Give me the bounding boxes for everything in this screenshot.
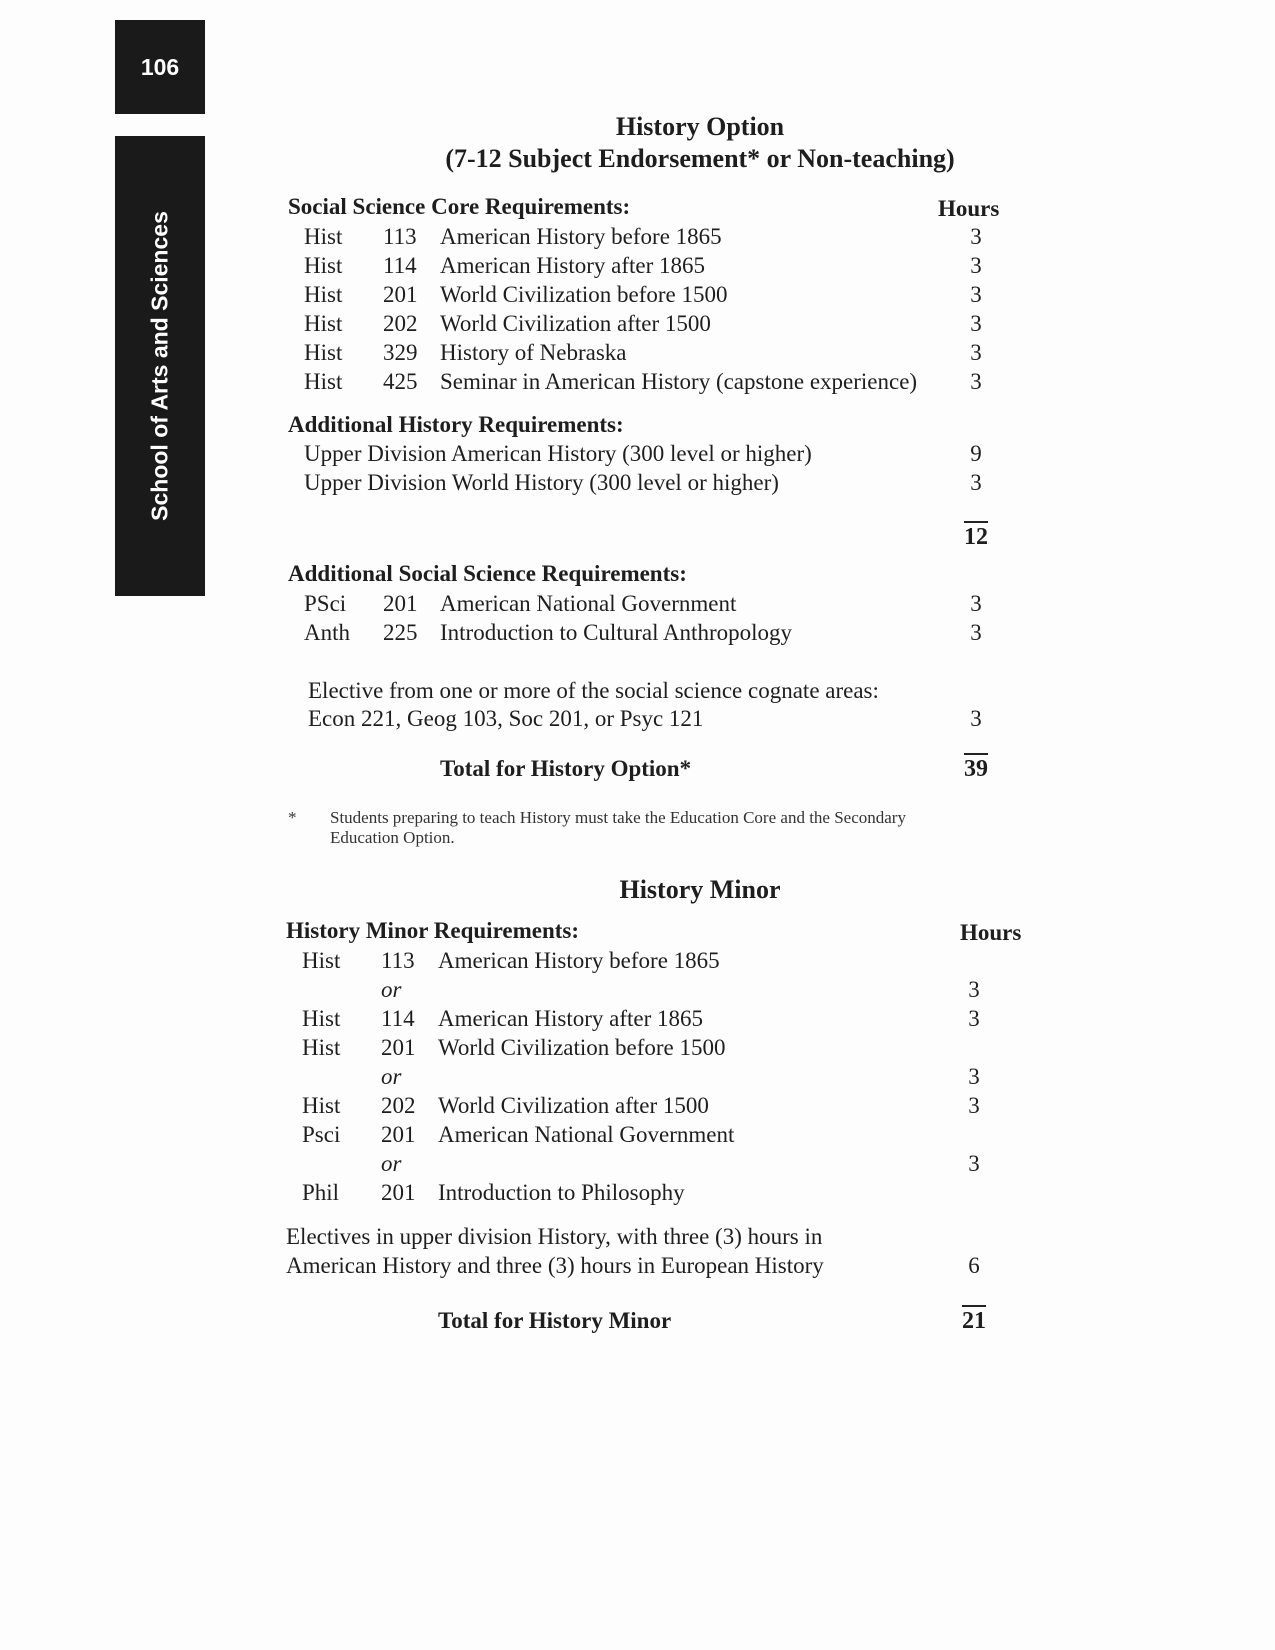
course-title: World Civilization before 1500 [440, 282, 728, 307]
core-course-row [0, 253, 1275, 283]
core-heading: Social Science Core Requirements: [288, 194, 631, 219]
course-title: American History after 1865 [440, 253, 706, 278]
course-hours: 3 [970, 224, 982, 249]
course-hours: 3 [968, 1093, 980, 1118]
course-dept: Hist [304, 282, 343, 307]
course-hours: 3 [970, 282, 982, 307]
core-course-row [0, 311, 1275, 341]
course-hours: 3 [970, 591, 982, 616]
page-number-tab [115, 20, 205, 114]
course-dept: Hist [302, 1035, 341, 1060]
minor-course-row [0, 1151, 1275, 1181]
core-course-row [0, 369, 1275, 399]
course-number: 201 [383, 591, 418, 616]
course-hours: 3 [970, 311, 982, 336]
requirement-title: Upper Division World History (300 level or higher) [304, 470, 779, 495]
option-total-hours: 39 [946, 756, 1006, 783]
minor-course-row [0, 1035, 1275, 1065]
course-number: 201 [381, 1122, 416, 1147]
requirement-hours: 3 [970, 470, 982, 495]
core-hours-heading: Hours [938, 196, 1000, 221]
core-course-row [0, 340, 1275, 370]
minor-total-hours: 21 [944, 1308, 1004, 1335]
course-dept: Hist [304, 369, 343, 394]
minor-hours-heading: Hours [960, 920, 1022, 945]
additional-social-row [0, 591, 1275, 621]
footnote-mark: * [288, 808, 297, 827]
elective-line-1: Elective from one or more of the social science cognate areas: [308, 678, 879, 703]
course-title: World Civilization after 1500 [440, 311, 711, 336]
minor-heading: History Minor Requirements: [286, 918, 580, 943]
minor-course-row [0, 1006, 1275, 1036]
course-dept: Hist [302, 1006, 341, 1031]
elective-hours: 3 [970, 706, 982, 731]
additional-social-row [0, 620, 1275, 650]
requirement-hours: 9 [970, 441, 982, 466]
course-dept: Hist [304, 311, 343, 336]
course-number: 201 [381, 1180, 416, 1205]
course-title: Introduction to Cultural Anthropology [440, 620, 792, 645]
additional-social-heading: Additional Social Science Requirements: [288, 561, 687, 586]
or-connector: or [381, 977, 402, 1002]
course-number: 113 [381, 948, 415, 973]
minor-course-row [0, 1180, 1275, 1210]
minor-electives-line-1: Electives in upper division History, with three (3) hours in [286, 1224, 823, 1249]
course-dept: Hist [302, 948, 341, 973]
course-hours: 3 [968, 977, 980, 1002]
elective-line-2: Econ 221, Geog 103, Soc 201, or Psyc 121 [308, 706, 704, 731]
requirement-title: Upper Division American History (300 level or higher) [304, 441, 812, 466]
course-number: 202 [381, 1093, 416, 1118]
course-title: American History before 1865 [438, 948, 720, 973]
course-title: American History after 1865 [438, 1006, 704, 1031]
course-title: World Civilization before 1500 [438, 1035, 726, 1060]
additional-history-row [0, 441, 1275, 471]
or-connector: or [381, 1064, 402, 1089]
minor-course-row [0, 1122, 1275, 1152]
elective-row [0, 706, 1275, 736]
minor-total-label: Total for History Minor [438, 1308, 672, 1333]
course-dept: Phil [302, 1180, 340, 1205]
course-number: 201 [381, 1035, 416, 1060]
page-number: 106 [140, 53, 180, 80]
course-dept: Hist [304, 340, 343, 365]
course-number: 114 [381, 1006, 415, 1031]
course-number: 202 [383, 311, 418, 336]
minor-electives-line-2: American History and three (3) hours in European History [286, 1253, 824, 1278]
course-title: Seminar in American History (capstone experience) [440, 369, 918, 394]
footnote-line-2: Education Option. [330, 828, 455, 847]
course-hours: 3 [970, 620, 982, 645]
additional-history-subtotal: 12 [946, 524, 1006, 551]
course-dept: Hist [302, 1093, 341, 1118]
minor-course-row [0, 1093, 1275, 1123]
option-subtitle: (7-12 Subject Endorsement* or Non-teaching) [445, 144, 955, 173]
core-course-row [0, 282, 1275, 312]
minor-course-row [0, 948, 1275, 978]
option-total-label: Total for History Option* [440, 756, 692, 781]
footnote-line-1: Students preparing to teach History must take the Education Core and the Secondary [330, 808, 906, 827]
course-hours: 3 [968, 1151, 980, 1176]
option-title: History Option [615, 112, 785, 141]
course-number: 329 [383, 340, 418, 365]
course-number: 225 [383, 620, 418, 645]
minor-course-row [0, 977, 1275, 1007]
additional-history-row [0, 470, 1275, 500]
course-hours: 3 [968, 1064, 980, 1089]
course-hours: 3 [970, 340, 982, 365]
course-hours: 3 [970, 253, 982, 278]
minor-title: History Minor [619, 875, 781, 904]
minor-electives-row [0, 1253, 1275, 1283]
minor-electives-hours: 6 [968, 1253, 980, 1278]
course-title: Introduction to Philosophy [438, 1180, 685, 1205]
course-title: World Civilization after 1500 [438, 1093, 709, 1118]
course-number: 201 [383, 282, 418, 307]
course-number: 425 [383, 369, 418, 394]
additional-history-heading: Additional History Requirements: [288, 412, 624, 437]
course-dept: Anth [304, 620, 350, 645]
course-number: 114 [383, 253, 417, 278]
course-dept: Hist [304, 253, 343, 278]
core-course-row [0, 224, 1275, 254]
course-title: American History before 1865 [440, 224, 722, 249]
or-connector: or [381, 1151, 402, 1176]
course-number: 113 [383, 224, 417, 249]
course-title: American National Government [438, 1122, 735, 1147]
course-title: History of Nebraska [440, 340, 627, 365]
minor-course-row [0, 1064, 1275, 1094]
course-title: American National Government [440, 591, 737, 616]
course-hours: 3 [970, 369, 982, 394]
school-tab-label: School of Arts and Sciences [146, 211, 173, 521]
course-dept: Hist [304, 224, 343, 249]
course-dept: Psci [302, 1122, 341, 1147]
course-hours: 3 [968, 1006, 980, 1031]
course-dept: PSci [304, 591, 347, 616]
